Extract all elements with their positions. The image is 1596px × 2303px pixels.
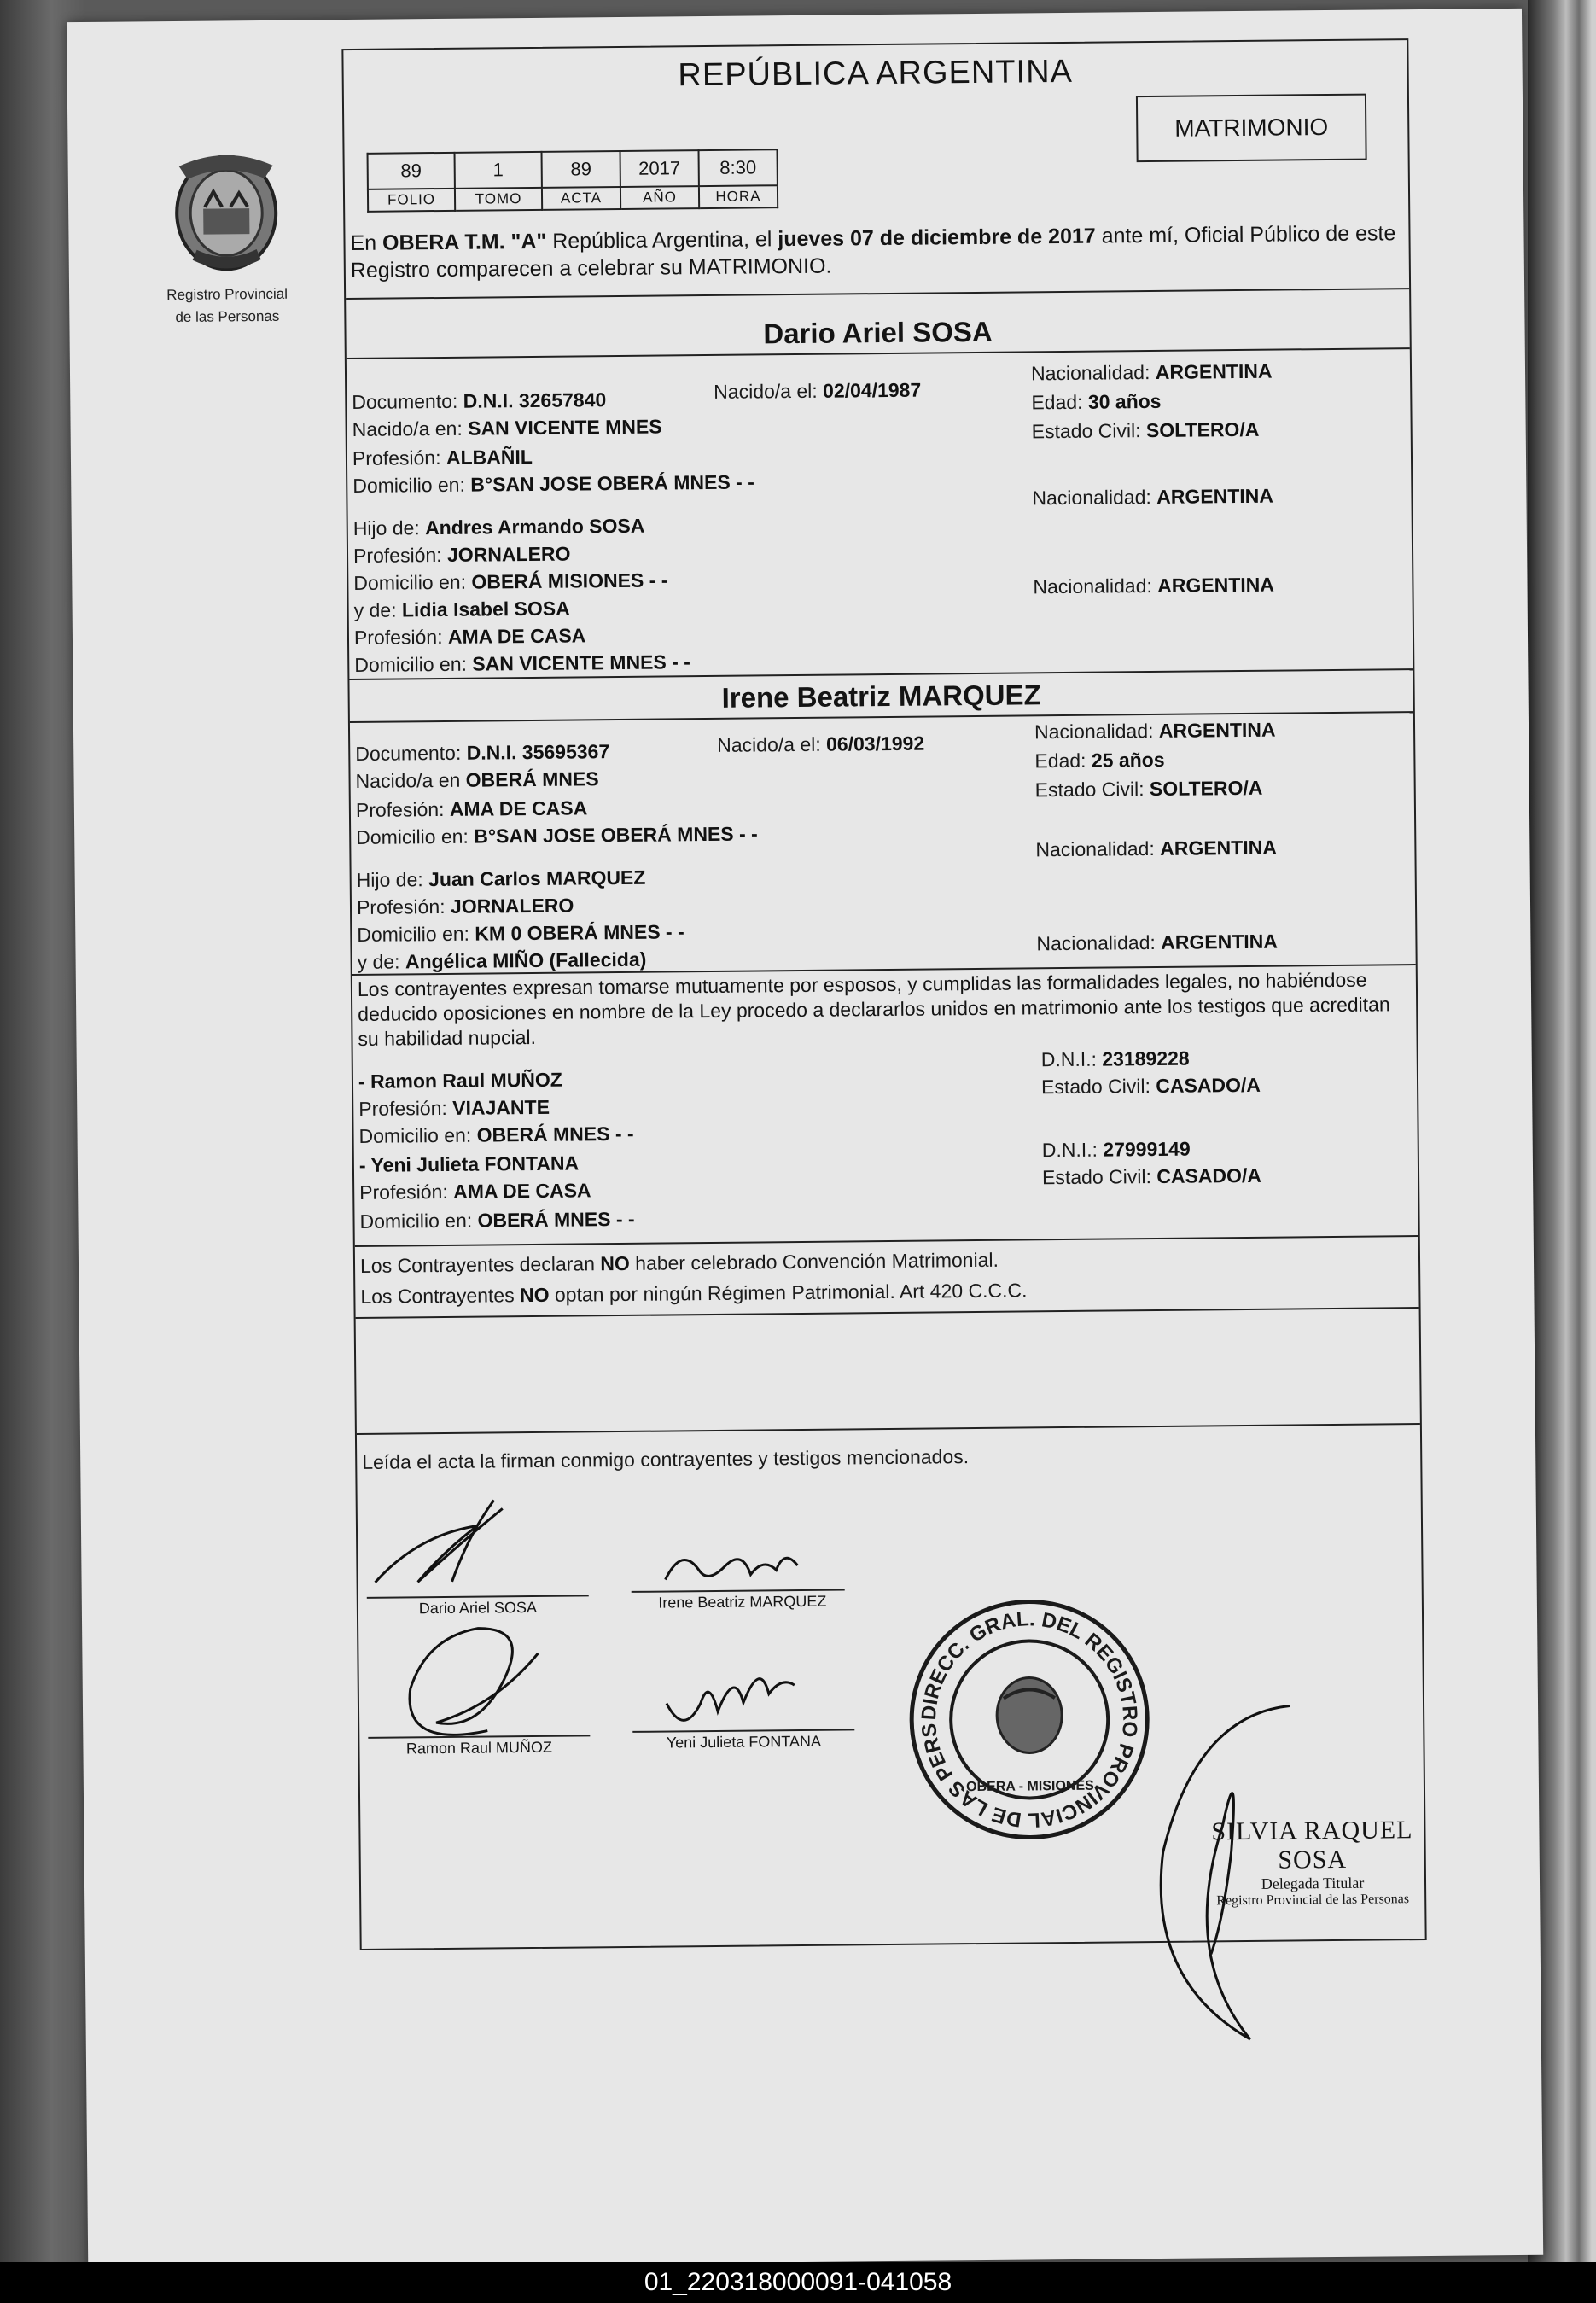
groom-age: Edad: 30 años [1031, 389, 1162, 414]
witness1-signature-label: Ramon Raul MUÑOZ [405, 1738, 553, 1758]
document-page [67, 9, 1543, 2269]
groom-father-profession: Profesión: JORNALERO [352, 542, 571, 567]
intro-paragraph [350, 219, 1401, 284]
official-name: SILVIA RAQUEL SOSA [1211, 1816, 1413, 1874]
emblem-caption-line1: Registro Provincial [166, 285, 288, 304]
bride-birthplace: Nacido/a en OBERÁ MNES [355, 767, 599, 792]
witness1-profession: Profesión: VIAJANTE [358, 1095, 550, 1120]
divider [355, 1235, 1418, 1247]
tomo-label: TOMO [455, 188, 542, 211]
groom-mother-address: Domicilio en: SAN VICENTE MNES - - [354, 650, 691, 676]
bride-mother-nationality: Nacionalidad: ARGENTINA [1036, 930, 1279, 955]
witness2-civil-status: Estado Civil: CASADO/A [1041, 1163, 1262, 1189]
groom-signature-icon [366, 1500, 521, 1595]
bride-father-nationality: Nacionalidad: ARGENTINA [1035, 836, 1278, 861]
intro-text: República Argentina, el [546, 227, 778, 254]
official-office: Registro Provincial de las Personas [1216, 1892, 1410, 1909]
groom-profession: Profesión: ALBAÑIL [352, 445, 533, 469]
bride-signature-label: Irene Beatriz MARQUEZ [658, 1592, 827, 1612]
groom-mother-profession: Profesión: AMA DE CASA [353, 624, 586, 649]
folio-label: FOLIO [368, 189, 455, 212]
bride-profession: Profesión: AMA DE CASA [355, 796, 588, 821]
bride-civil-status: Estado Civil: SOLTERO/A [1034, 776, 1263, 802]
bride-father-profession: Profesión: JORNALERO [356, 894, 574, 918]
ano-label: AÑO [620, 186, 699, 209]
hora-value: 8:30 [699, 149, 778, 186]
groom-address: Domicilio en: B°SAN JOSE OBERÁ MNES - - [352, 470, 754, 497]
bride-documento: Documento: D.N.I. 35695367 [355, 740, 610, 765]
regime-line-2: Los Contrayentes NO optan por ningún Régimen Patrimonial. Art 420 C.C.C. [360, 1279, 1028, 1308]
closing-text: Leída el acta la firman conmigo contrayentes y testigos mencionados. [362, 1445, 970, 1473]
witness2-profession: Profesión: AMA DE CASA [359, 1179, 591, 1204]
official-stamp-icon [896, 1578, 1155, 1845]
registry-data-table [367, 149, 779, 213]
folio-value: 89 [368, 153, 455, 189]
ano-value: 2017 [620, 150, 699, 187]
page-title: REPÚBLICA ARGENTINA [678, 53, 1074, 94]
groom-civil-status: Estado Civil: SOLTERO/A [1031, 417, 1260, 443]
intro-place: OBERA T.M. "A" [382, 229, 547, 255]
intro-text: ante mí, Oficial Público de este Registro comparecen a celebrar su MATRIMONIO. [350, 221, 1396, 283]
svg-text:DIRECC. GRAL. DEL REGISTRO PRO: DIRECC. GRAL. DEL REGISTRO PROVINCIAL DE LAS PERSONAS [896, 1578, 1142, 1832]
witness1-signature-icon [384, 1619, 556, 1749]
misiones-coat-of-arms-icon [161, 140, 291, 277]
hora-label: HORA [699, 185, 778, 208]
groom-documento: Documento: D.N.I. 32657840 [352, 388, 607, 413]
official-role: Delegada Titular [1261, 1874, 1365, 1892]
witness1-civil-status: Estado Civil: CASADO/A [1040, 1073, 1261, 1099]
marriage-certificate-frame [341, 38, 1426, 1950]
witness2-dni: D.N.I.: 27999149 [1041, 1137, 1191, 1162]
witness1-address: Domicilio en: OBERÁ MNES - - [358, 1122, 634, 1147]
acta-value: 89 [542, 151, 620, 188]
bride-age: Edad: 25 años [1034, 748, 1165, 773]
bride-signature-icon [648, 1540, 819, 1593]
groom-mother-nationality: Nacionalidad: ARGENTINA [1033, 573, 1275, 598]
witness1-dni: D.N.I.: 23189228 [1040, 1047, 1190, 1071]
witness2-address: Domicilio en: OBERÁ MNES - - [359, 1207, 635, 1233]
intro-text: En [350, 230, 383, 256]
bride-father-address: Domicilio en: KM 0 OBERÁ MNES - - [357, 920, 684, 946]
tomo-value: 1 [455, 152, 542, 189]
witness1-name: - Ramon Raul MUÑOZ [358, 1068, 563, 1093]
groom-birthplace: Nacido/a en: SAN VICENTE MNES [352, 415, 662, 440]
divider [357, 1423, 1420, 1435]
emblem-caption-line2: de las Personas [175, 307, 280, 325]
witness2-signature-label: Yeni Julieta FONTANA [666, 1732, 822, 1752]
groom-signature-label: Dario Ariel SOSA [418, 1598, 538, 1618]
groom-father-nationality: Nacionalidad: ARGENTINA [1032, 484, 1274, 510]
provincial-emblem [161, 140, 291, 326]
groom-mother-name: y de: Lidia Isabel SOSA [353, 597, 570, 621]
declaration-text: Los contrayentes expresan tomarse mutuamente por esposos, y cumplidas las formalidades legales, no habiéndose deducido oposiciones en nombre de la Ley procedo a declararlos unidos en matrimonio ante los testigos que acreditan su habilidad nupcial. [357, 968, 1390, 1050]
bride-father-name: Hijo de: Juan Carlos MARQUEZ [356, 866, 646, 891]
acta-label: ACTA [542, 187, 620, 210]
groom-father-name: Hijo de: Andres Armando SOSA [352, 514, 645, 539]
bride-birthdate: Nacido/a el: 06/03/1992 [717, 732, 925, 756]
groom-father-address: Domicilio en: OBERÁ MISIONES - - [353, 568, 668, 594]
divider [356, 1307, 1419, 1319]
act-type-box: MATRIMONIO [1136, 94, 1367, 163]
groom-birthdate: Nacido/a el: 02/04/1987 [714, 378, 922, 403]
witness2-name: - Yeni Julieta FONTANA [358, 1152, 580, 1176]
official-block [1175, 1816, 1449, 1909]
regime-line-1: Los Contrayentes declaran NO haber celebrado Convención Matrimonial. [359, 1248, 999, 1277]
groom-name: Dario Ariel SOSA [763, 315, 993, 350]
bride-address: Domicilio en: B°SAN JOSE OBERÁ MNES - - [356, 822, 758, 848]
bride-name: Irene Beatriz MARQUEZ [721, 679, 1041, 714]
groom-nationality: Nacionalidad: ARGENTINA [1030, 359, 1273, 385]
bride-mother-name: y de: Angélica MIÑO (Fallecida) [357, 947, 647, 973]
bride-nationality: Nacionalidad: ARGENTINA [1034, 718, 1276, 743]
intro-date: jueves 07 de diciembre de 2017 [778, 224, 1096, 252]
divider [346, 288, 1409, 300]
svg-text:OBERA - MISIONES: OBERA - MISIONES [966, 1778, 1094, 1795]
image-code-footer: 01_220318000091-041058 [0, 2262, 1596, 2303]
